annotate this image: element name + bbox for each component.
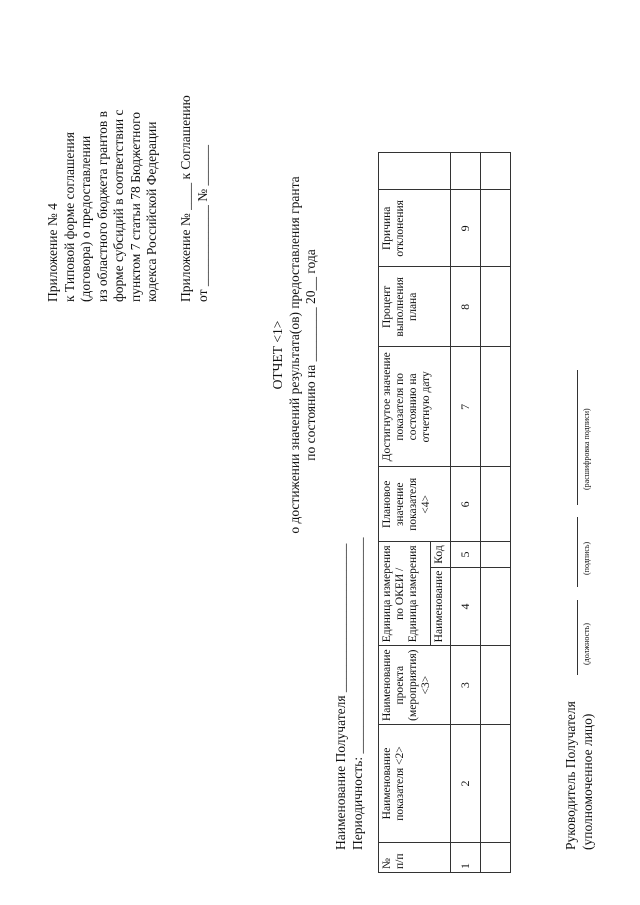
column-number: 2	[451, 725, 481, 843]
recipient-name-label: Наименование Получателя ______________________	[333, 543, 348, 850]
table-cell	[481, 843, 511, 873]
table-cell	[481, 267, 511, 347]
column-number: 4	[451, 567, 481, 646]
position-line	[577, 600, 578, 675]
table-header-row	[379, 153, 431, 873]
signature-caption: (подпись)	[582, 541, 591, 575]
empty-cell	[451, 153, 481, 190]
head-subtitle: (уполномоченное лицо)	[579, 713, 595, 850]
column-number: 5	[451, 542, 481, 567]
table-cell	[481, 567, 511, 646]
table-cell	[481, 725, 511, 843]
appendix-line: (договора) о предоставлении	[78, 135, 93, 302]
header-percent: Процент выполнения плана	[379, 267, 451, 347]
indicators-table	[378, 152, 511, 873]
appendix-line: из областного бюджета грантов в	[94, 111, 110, 302]
agreement-ref-date-line: от ____________ № ______	[194, 145, 210, 302]
appendix-line: к Типовой форме соглашения	[61, 132, 77, 302]
header-project: Наименование проекта (мероприятия) <3>	[379, 646, 451, 725]
header-unit-code: Код	[431, 542, 451, 567]
report-title-block	[270, 105, 320, 605]
column-number: 7	[451, 347, 481, 467]
report-subtitle: о достижении значений результата(ов) предоставления гранта	[286, 176, 302, 534]
head-title: Руководитель Получателя	[563, 701, 578, 850]
agreement-reference	[178, 95, 211, 302]
column-number: 6	[451, 467, 481, 542]
appendix-line: форме субсидий в соответствии с	[111, 109, 126, 302]
signature-line	[577, 517, 578, 587]
header-unit-name: Наименование	[431, 567, 451, 646]
table-cell	[481, 646, 511, 725]
table-cell	[481, 542, 511, 567]
table-row	[481, 153, 511, 873]
appendix-line: Приложение № 4	[45, 203, 60, 302]
header-num: № п/п	[379, 843, 451, 873]
table-cell	[481, 153, 511, 190]
header-unit-group: Единица измерения по ОКЕИ / Единица измерения	[379, 542, 431, 646]
table-number-row	[451, 153, 481, 873]
header-indicator: Наименование показателя <2>	[379, 725, 451, 843]
table-cell	[481, 467, 511, 542]
recipient-block	[333, 538, 366, 850]
header-reason: Причина отклонения	[379, 190, 451, 267]
table-cell	[481, 347, 511, 467]
signature-block	[563, 701, 596, 850]
column-number: 8	[451, 267, 481, 347]
report-date-line: по состоянию на ________ 20__ года	[303, 249, 318, 461]
appendix-line: кодекса Российской Федерации	[144, 121, 159, 302]
decoding-caption: (расшифровка подписи)	[582, 408, 591, 490]
position-caption: (должность)	[582, 623, 591, 665]
column-number: 3	[451, 646, 481, 725]
header-achieved: Достигнутое значение показателя по состоянию на отчетную дату	[379, 347, 451, 467]
appendix-line: пунктом 7 статьи 78 Бюджетного	[127, 111, 143, 302]
column-number: 1	[451, 843, 481, 873]
agreement-ref-line: Приложение № ____ к Соглашению	[178, 95, 193, 302]
column-number: 9	[451, 190, 481, 267]
periodicity-label: Периодичность: ________________________________	[349, 537, 365, 850]
table-cell	[481, 190, 511, 267]
header-extra	[379, 153, 451, 190]
header-planned: Плановое значение показателя <4>	[379, 467, 451, 542]
report-title: ОТЧЕТ <1>	[270, 320, 285, 390]
appendix-header	[45, 109, 161, 302]
decoding-line	[577, 370, 578, 505]
